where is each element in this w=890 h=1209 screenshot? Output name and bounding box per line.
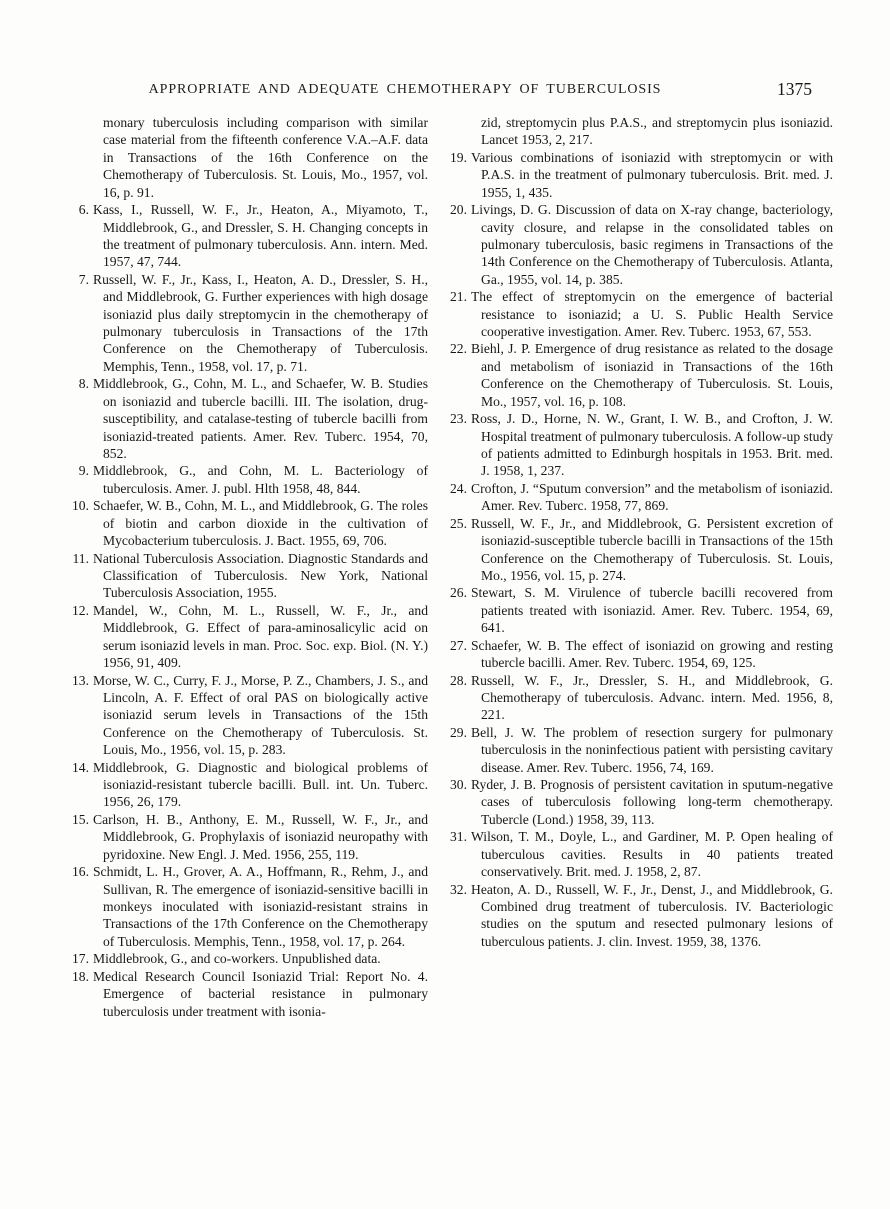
reference-text: Bell, J. W. The problem of resection surgery for pulmonary tuberculosis in the noninfectious patient with persisting cavitary disease. Amer. Rev. Tuberc. 1956, 74, 169. bbox=[471, 724, 833, 775]
reference-item bbox=[449, 828, 833, 880]
reference-number: 11. bbox=[72, 550, 89, 566]
reference-item bbox=[71, 811, 428, 863]
reference-text: Ryder, J. B. Prognosis of persistent cavitation in sputum-negative cases of tuberculosis following long-term chemotherapy. Tubercle (Lond.) 1958, 39, 113. bbox=[471, 777, 833, 827]
reference-item bbox=[71, 759, 428, 811]
reference-text: Russell, W. F., Jr., Dressler, S. H., and Middlebrook, G. Chemotherapy of tuberculosis. Advanc. intern. Med. 1956, 8, 221. bbox=[471, 672, 833, 723]
reference-item bbox=[449, 480, 833, 515]
reference-item bbox=[449, 114, 833, 149]
reference-text: Schaefer, W. B., Cohn, M. L., and Middlebrook, G. The roles of biotin and carbon dioxide in the cultivation of Mycobacterium tuberculosis. J. Bact. 1955, 69, 706. bbox=[93, 498, 428, 549]
reference-number: 32. bbox=[450, 881, 467, 897]
reference-text: National Tuberculosis Association. Diagnostic Standards and Classification of Tuberculosis. New York, National Tuberculosis Association, 1955. bbox=[93, 550, 428, 601]
reference-number: 22. bbox=[450, 341, 467, 357]
page-number: 1375 bbox=[777, 79, 812, 99]
reference-number: 8. bbox=[78, 376, 89, 392]
reference-item bbox=[71, 201, 428, 271]
reference-number: 15. bbox=[72, 811, 89, 827]
reference-item bbox=[449, 637, 833, 672]
reference-number: 23. bbox=[450, 411, 467, 427]
reference-text: The effect of streptomycin on the emergence of bacterial resistance to isoniazid; a U. S. Public Health Service cooperative investigation. Amer. Rev. Tuberc. 1953, 67, 553. bbox=[471, 289, 833, 340]
reference-number: 25. bbox=[450, 515, 467, 531]
reference-text: Mandel, W., Cohn, M. L., Russell, W. F., Jr., and Middlebrook, G. Effect of para-aminosalicylic acid on serum isoniazid levels in man. Proc. Soc. exp. Biol. (N. Y.) 1956, 91, 409. bbox=[93, 602, 428, 671]
reference-number: 17. bbox=[72, 951, 89, 967]
reference-text: Middlebrook, G., and Cohn, M. L. Bacteriology of tuberculosis. Amer. J. publ. Hlth 1958, 48, 844. bbox=[93, 463, 428, 496]
reference-text: Wilson, T. M., Doyle, L., and Gardiner, M. P. Open healing of tuberculous cavities. Results in 40 patients treated conservatively. Brit. med. J. 1958, 2, 87. bbox=[471, 829, 833, 880]
reference-item bbox=[449, 881, 833, 951]
reference-text: Ross, J. D., Horne, N. W., Grant, I. W. B., and Crofton, J. W. Hospital treatment of pulmonary tuberculosis. A follow-up study of patients admitted to Edinburgh hospitals in 1953. Brit. med. J. 1958, 1, 237. bbox=[471, 411, 833, 479]
reference-item bbox=[449, 201, 833, 288]
reference-number: 30. bbox=[450, 777, 467, 793]
reference-text: Middlebrook, G., and co-workers. Unpublished data. bbox=[93, 951, 381, 967]
reference-text: Various combinations of isoniazid with streptomycin or with P.A.S. in the treatment of pulmonary tuberculosis. Brit. med. J. 1955, 1, 435. bbox=[471, 149, 833, 200]
reference-item bbox=[71, 462, 428, 497]
reference-number: 21. bbox=[450, 289, 467, 305]
reference-number: 7. bbox=[78, 271, 89, 287]
reference-item bbox=[71, 672, 428, 759]
reference-item bbox=[71, 863, 428, 950]
page-title: APPROPRIATE AND ADEQUATE CHEMOTHERAPY OF TUBERCULOSIS bbox=[148, 82, 662, 97]
reference-text: Schmidt, L. H., Grover, A. A., Hoffmann, R., Rehm, J., and Sullivan, R. The emergence of isoniazid-sensitive bacilli in monkeys inoculated with isoniazid-resistant strains in Transactions of the 17th Conference on the Chemotherapy of Tuberculosis. Memphis, Tenn., 1958, vol. 17, p. 264. bbox=[93, 864, 428, 949]
reference-item bbox=[71, 375, 428, 462]
reference-item bbox=[449, 776, 833, 828]
reference-number: 28. bbox=[450, 672, 467, 688]
reference-number: 19. bbox=[450, 149, 467, 165]
reference-text: monary tuberculosis including comparison with similar case material from the fifteenth conference V.A.–A.F. data in Transactions of the 16th Conference on the Chemotherapy of Tuberculosis. St. Louis, Mo., 1957, vol. 16, p. 91. bbox=[103, 115, 428, 200]
reference-item bbox=[449, 149, 833, 201]
reference-item bbox=[71, 950, 428, 967]
reference-text: Russell, W. F., Jr., and Middlebrook, G. Persistent excretion of isoniazid-susceptible tubercle bacilli in Transactions of the 15th Conference on the Chemotherapy of Tuberculosis. St. Louis, Mo., 1956, vol. 15, p. 274. bbox=[471, 515, 833, 583]
reference-item bbox=[71, 114, 428, 201]
reference-item bbox=[449, 340, 833, 410]
reference-number: 20. bbox=[450, 202, 467, 218]
reference-number: 16. bbox=[72, 864, 89, 880]
reference-item bbox=[71, 497, 428, 549]
reference-item bbox=[449, 288, 833, 340]
references-section bbox=[71, 114, 833, 1020]
reference-item bbox=[449, 672, 833, 724]
reference-text: Middlebrook, G., Cohn, M. L., and Schaefer, W. B. Studies on isoniazid and tubercle bacilli. III. The isolation, drug-susceptibility, and catalase-testing of tubercle bacilli from isoniazid-treated patients. Amer. Rev. Tuberc. 1954, 70, 852. bbox=[93, 376, 428, 462]
reference-number: 9. bbox=[78, 463, 89, 479]
reference-number: 12. bbox=[72, 602, 89, 618]
reference-number: 18. bbox=[72, 968, 89, 984]
reference-item bbox=[71, 602, 428, 672]
reference-item bbox=[449, 410, 833, 480]
reference-number: 24. bbox=[450, 480, 467, 496]
reference-item bbox=[71, 550, 428, 602]
reference-text: Middlebrook, G. Diagnostic and biological problems of isoniazid-resistant tubercle bacilli. Bull. int. Un. Tuberc. 1956, 26, 179. bbox=[93, 759, 428, 810]
reference-item bbox=[449, 515, 833, 585]
references-right-column bbox=[449, 114, 833, 1020]
reference-number: 29. bbox=[450, 724, 467, 740]
reference-text: Schaefer, W. B. The effect of isoniazid on growing and resting tubercle bacilli. Amer. Rev. Tuberc. 1954, 69, 125. bbox=[471, 637, 833, 671]
reference-text: Biehl, J. P. Emergence of drug resistance as related to the dosage and metabolism of isoniazid in Transactions of the 16th Conference on the Chemotherapy of Tuberculosis. St. Louis, Mo., 1957, vol. 16, p. 108. bbox=[471, 341, 833, 409]
reference-item bbox=[449, 724, 833, 776]
reference-text: zid, streptomycin plus P.A.S., and streptomycin plus isoniazid. Lancet 1953, 2, 217. bbox=[481, 115, 833, 148]
reference-number: 13. bbox=[72, 672, 89, 688]
reference-text: Kass, I., Russell, W. F., Jr., Heaton, A., Miyamoto, T., Middlebrook, G., and Dressler, S. H. Changing concepts in the treatment of pulmonary tuberculosis. Ann. intern. Med. 1957, 47, 744. bbox=[93, 202, 428, 270]
reference-text: Crofton, J. “Sputum conversion” and the metabolism of isoniazid. Amer. Rev. Tuberc. 1958, 77, 869. bbox=[471, 480, 833, 514]
reference-number: 27. bbox=[450, 637, 467, 653]
reference-item bbox=[71, 271, 428, 376]
reference-item bbox=[71, 968, 428, 1020]
reference-text: Stewart, S. M. Virulence of tubercle bacilli recovered from patients treated with isoniazid. Amer. Rev. Tuberc. 1954, 69, 641. bbox=[471, 585, 833, 636]
reference-text: Livings, D. G. Discussion of data on X-ray change, bacteriology, cavity closure, and relapse in the consolidated tables on pulmonary tuberculosis, basic regimens in Transactions of the 14th Conference on the Chemotherapy of Tuberculosis. Atlanta, Ga., 1955, vol. 14, p. 385. bbox=[471, 202, 833, 287]
references-left-column bbox=[71, 114, 428, 1020]
reference-text: Medical Research Council Isoniazid Trial: Report No. 4. Emergence of bacterial resistance in pulmonary tuberculosis under treatment with isonia- bbox=[93, 968, 428, 1019]
reference-item bbox=[449, 584, 833, 636]
reference-number: 14. bbox=[72, 759, 89, 775]
reference-number: 6. bbox=[78, 202, 89, 218]
reference-text: Carlson, H. B., Anthony, E. M., Russell, W. F., Jr., and Middlebrook, G. Prophylaxis of isoniazid neuropathy with pyridoxine. New Engl. J. Med. 1956, 255, 119. bbox=[93, 811, 428, 862]
reference-text: Heaton, A. D., Russell, W. F., Jr., Denst, J., and Middlebrook, G. Combined drug treatment of tuberculosis. IV. Bacteriologic studies on the sputum and resected pulmonary lesions of tuberculous patients. J. clin. Invest. 1959, 38, 1376. bbox=[471, 881, 833, 949]
reference-text: Morse, W. C., Curry, F. J., Morse, P. Z., Chambers, J. S., and Lincoln, A. F. Effect of oral PAS on biologically active isoniazid serum levels in Transactions of the 15th Conference on the Chemotherapy of Tuberculosis. St. Louis, Mo., 1956, vol. 15, p. 283. bbox=[93, 672, 428, 758]
reference-text: Russell, W. F., Jr., Kass, I., Heaton, A. D., Dressler, S. H., and Middlebrook, G. Further experiences with high dosage isoniazid plus daily streptomycin in the chemotherapy of pulmonary tuberculosis in Transactions of the 17th Conference on the Chemotherapy of Tuberculosis. Memphis, Tenn., 1958, vol. 17, p. 71. bbox=[93, 271, 428, 374]
reference-number: 26. bbox=[450, 585, 467, 601]
reference-number: 10. bbox=[72, 498, 89, 514]
reference-number: 31. bbox=[450, 829, 467, 845]
running-head bbox=[75, 79, 830, 102]
